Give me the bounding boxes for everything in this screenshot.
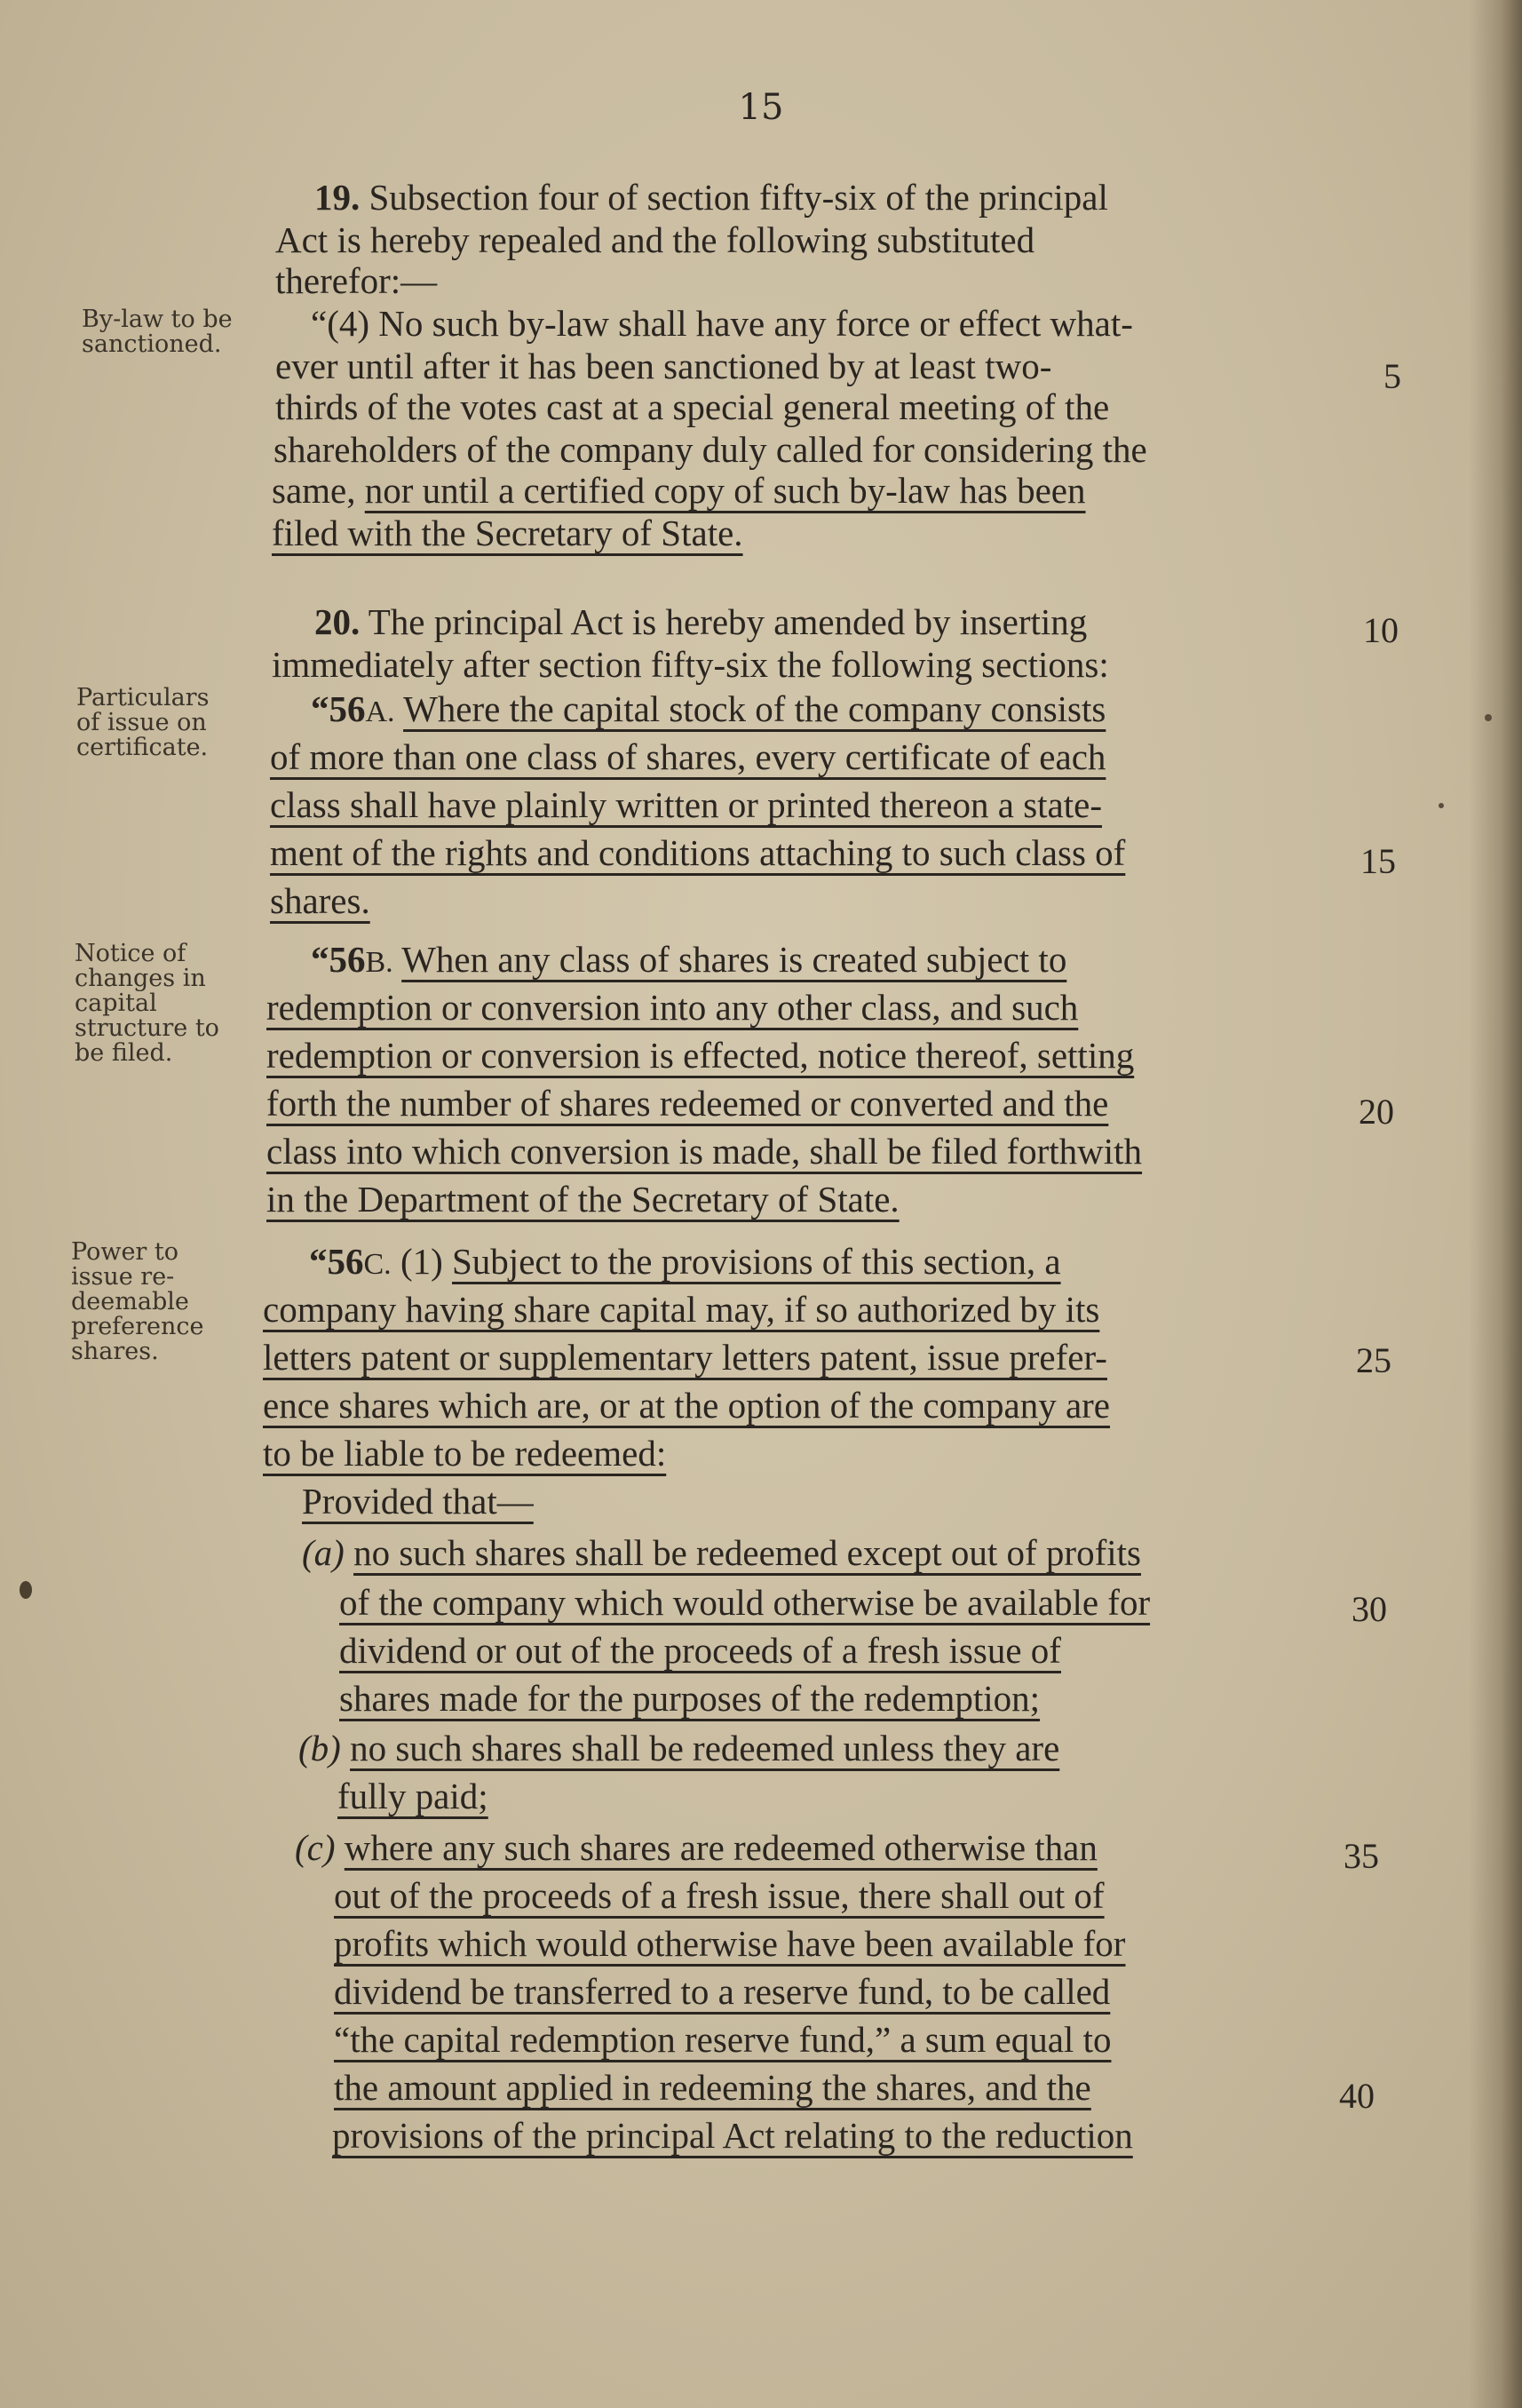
margin-note-line: certificate. [76,734,209,761]
underlined-line: of the company which would otherwise be available for [339,1582,1151,1623]
margin-note-line: sanctioned. [82,330,222,358]
text-line: therefor:— [275,260,438,301]
underlined-line: Provided that— [302,1481,534,1522]
underlined-text: When any class of shares is created subject to [401,939,1067,980]
margin-note-line: By-law to be [82,306,233,333]
section-number: “56 [311,939,366,980]
clause-label: (a) [302,1532,345,1573]
margin-note-line: issue re- [71,1263,175,1291]
text-line [311,938,1066,984]
margin-note-line: shares. [71,1338,159,1365]
line-number: 30 [1352,1589,1387,1629]
clause-label: (b) [298,1728,341,1768]
underlined-line: out of the proceeds of a fresh issue, there shall out of [334,1875,1105,1916]
underlined-line: dividend or out of the proceeds of a fresh issue of [339,1630,1061,1671]
line-number: 10 [1363,610,1399,650]
line-number: 20 [1359,1092,1394,1132]
paper-speck [1439,803,1444,808]
underlined-line: dividend be transferred to a reserve fund, to be called [334,1971,1111,2012]
margin-note-line: Particulars [76,684,210,711]
text-line: thirds of the votes cast at a special general meeting of the [275,386,1110,427]
text-line [302,1531,1141,1574]
section-number: “56 [309,1241,364,1282]
text-line [314,600,1087,643]
section-letter: A. [365,695,395,728]
underlined-line: filed with the Secretary of State. [272,513,743,553]
margin-note-line: changes in [75,965,206,992]
margin-note-power [71,1240,204,1364]
text: (1) [400,1241,443,1282]
margin-note-line: structure to [75,1014,219,1042]
line-number: 35 [1344,1836,1379,1876]
underlined-line: the amount applied in redeeming the shares, and the [334,2067,1091,2108]
underlined-line: company having share capital may, if so authorized by its [263,1289,1100,1330]
clause-label: (c) [295,1827,336,1868]
margin-note-bylaw [82,307,233,357]
text-line [298,1727,1059,1769]
underlined-text: no such shares shall be redeemed unless they are [350,1728,1060,1768]
underlined-line: class into which conversion is made, shall be filed forthwith [266,1131,1143,1172]
paper-speck [1485,714,1492,721]
underlined-line: to be liable to be redeemed: [263,1433,667,1474]
margin-note-particulars [76,686,209,760]
underlined-line: shares made for the purposes of the redemption; [339,1678,1041,1719]
underlined-line: in the Department of the Secretary of State. [266,1179,900,1220]
underlined-line: fully paid; [337,1776,488,1816]
text: same, [272,470,356,511]
underlined-line: class shall have plainly written or printed thereon a state- [270,784,1102,825]
text-line [309,1240,1061,1286]
margin-note-line: of issue on [76,709,207,736]
text-line: “(4) No such by-law shall have any force or effect what- [311,303,1133,344]
margin-note-line: be filed. [75,1039,173,1067]
underlined-text: where any such shares are redeemed otherwise than [344,1827,1098,1868]
section-letter: C. [363,1248,392,1281]
underlined-text: Subject to the provisions of this section, a [452,1241,1061,1282]
underlined-line: ment of the rights and conditions attaching to such class of [270,832,1126,873]
line-number: 25 [1356,1340,1391,1380]
text-line [272,469,1086,512]
underlined-text: nor until a certified copy of such by-law has been [364,470,1086,511]
margin-note-line: deemable [71,1288,189,1315]
line-number: 5 [1383,356,1401,396]
text-line: shareholders of the company duly called for considering the [273,429,1147,470]
underlined-line: shares. [270,880,370,921]
margin-note-line: Notice of [75,940,186,967]
text-line: ever until after it has been sanctioned by at least two- [275,346,1052,386]
underlined-line: profits which would otherwise have been available for [334,1923,1126,1964]
text-line [311,687,1106,734]
underlined-text: no such shares shall be redeemed except out of profits [353,1532,1141,1573]
margin-note-line: preference [71,1313,204,1340]
page-number: 15 [738,87,784,128]
text: The principal Act is hereby amended by inserting [368,601,1088,642]
text-line: Act is hereby repealed and the following substituted [275,219,1035,260]
section-number: 20. [314,601,361,642]
text-line [314,176,1108,219]
underlined-line: of more than one class of shares, every certificate of each [270,736,1106,777]
underlined-line: redemption or conversion is effected, notice thereof, setting [266,1035,1135,1076]
underlined-line: provisions of the principal Act relating to the reduction [332,2115,1133,2156]
underlined-line: redemption or conversion into any other class, and such [266,987,1079,1028]
section-number: 19. [314,177,361,218]
underlined-line: forth the number of shares redeemed or converted and the [266,1083,1109,1124]
line-number: 40 [1339,2076,1375,2116]
underlined-line: “the capital redemption reserve fund,” a sum equal to [334,2019,1112,2060]
margin-note-notice [75,942,219,1066]
section-letter: B. [365,946,393,979]
page-edge-shadow [1469,0,1522,2408]
section-number: “56 [311,688,366,729]
text-line: immediately after section fifty-six the following sections: [272,644,1109,685]
text-line [295,1826,1098,1869]
underlined-line: letters patent or supplementary letters patent, issue prefer- [263,1337,1107,1378]
paper-speck [20,1581,32,1599]
text: Subsection four of section fifty-six of the principal [369,177,1108,218]
margin-note-line: capital [75,989,157,1017]
underlined-line: ence shares which are, or at the option of the company are [263,1385,1110,1426]
line-number: 15 [1360,841,1396,881]
underlined-text: Where the capital stock of the company consists [403,688,1106,729]
margin-note-line: Power to [71,1238,179,1266]
